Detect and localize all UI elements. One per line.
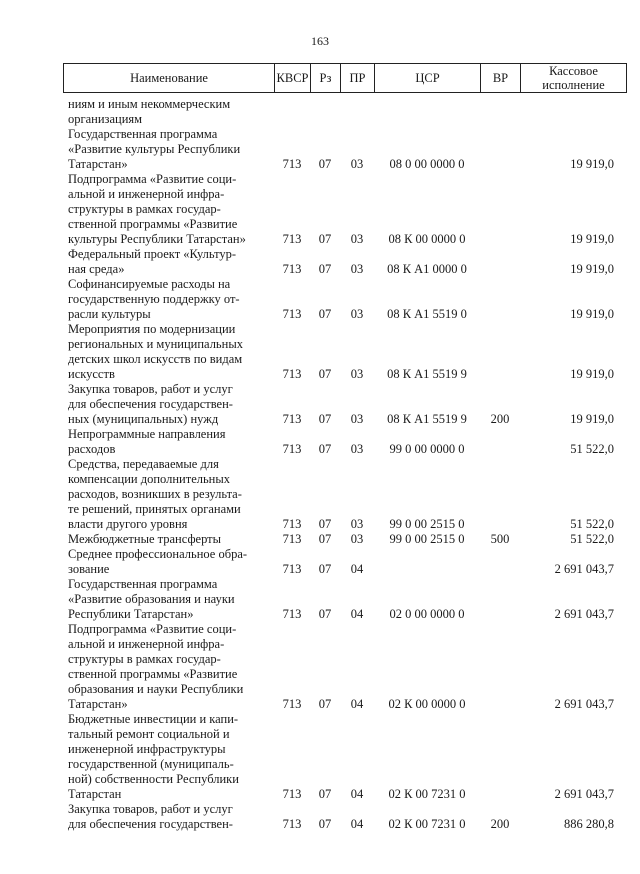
cell-kass: 19 919,0 bbox=[570, 262, 614, 276]
cell-rz: 07 bbox=[318, 517, 332, 531]
row-name bbox=[68, 547, 262, 577]
cell-kass: 19 919,0 bbox=[570, 232, 614, 246]
row-name bbox=[68, 172, 262, 247]
row-name bbox=[68, 802, 262, 832]
page-number: 163 bbox=[311, 34, 329, 48]
cell-kass: 19 919,0 bbox=[570, 412, 614, 426]
cell-pr: 04 bbox=[350, 607, 364, 621]
row-name-line: ственной программы «Развитие bbox=[68, 217, 238, 231]
row-name-line: ной) собственности Республики bbox=[68, 772, 239, 786]
cell-pr: 03 bbox=[350, 157, 364, 171]
row-name-line: структуры в рамках государ- bbox=[68, 652, 221, 666]
row-name-line: те решений, принятых органами bbox=[68, 502, 241, 516]
row-name bbox=[68, 277, 262, 322]
row-name-line: Закупка товаров, работ и услуг bbox=[68, 382, 233, 396]
cell-vr: 200 bbox=[490, 412, 510, 426]
cell-kvsr: 713 bbox=[282, 262, 302, 276]
cell-csr: 02 0 00 0000 0 bbox=[389, 607, 465, 621]
cell-kvsr: 713 bbox=[282, 787, 302, 801]
cell-kvsr: 713 bbox=[282, 412, 302, 426]
cell-pr: 04 bbox=[350, 787, 364, 801]
row-name bbox=[68, 427, 262, 457]
header-name: Наименование bbox=[130, 71, 208, 85]
row-name-line: расходов bbox=[68, 442, 116, 456]
cell-pr: 03 bbox=[350, 367, 364, 381]
row-name bbox=[68, 97, 262, 127]
cell-vr: 500 bbox=[490, 532, 510, 546]
row-name bbox=[68, 322, 262, 382]
cell-csr: 08 К А1 5519 9 bbox=[387, 367, 467, 381]
cell-pr: 03 bbox=[350, 412, 364, 426]
cell-kass: 886 280,8 bbox=[564, 817, 614, 831]
cell-pr: 03 bbox=[350, 232, 364, 246]
row-name-line: компенсации дополнительных bbox=[68, 472, 231, 486]
row-name-line: государственной (муниципаль- bbox=[68, 757, 234, 771]
cell-kvsr: 713 bbox=[282, 367, 302, 381]
header-kass: Кассовое исполнение bbox=[520, 64, 626, 92]
cell-rz: 07 bbox=[318, 697, 332, 711]
cell-csr: 08 К А1 0000 0 bbox=[387, 262, 467, 276]
row-name bbox=[68, 382, 262, 427]
row-name-line: власти другого уровня bbox=[68, 517, 188, 531]
row-name-line: для обеспечения государствен- bbox=[68, 817, 233, 831]
cell-pr: 03 bbox=[350, 532, 364, 546]
cell-kvsr: 713 bbox=[282, 697, 302, 711]
row-name-line: тальный ремонт социальной и bbox=[68, 727, 230, 741]
cell-kass: 19 919,0 bbox=[570, 367, 614, 381]
row-name bbox=[68, 127, 262, 172]
cell-pr: 03 bbox=[350, 517, 364, 531]
cell-pr: 04 bbox=[350, 562, 364, 576]
row-name bbox=[68, 247, 262, 277]
row-name-line: государственную поддержку от- bbox=[68, 292, 240, 306]
cell-csr: 08 К А1 5519 9 bbox=[387, 412, 467, 426]
row-name-line: ная среда» bbox=[68, 262, 125, 276]
row-name-line: расли культуры bbox=[68, 307, 151, 321]
header-kvsr: КВСР bbox=[274, 64, 310, 92]
cell-rz: 07 bbox=[318, 307, 332, 321]
cell-kvsr: 713 bbox=[282, 442, 302, 456]
cell-rz: 07 bbox=[318, 157, 332, 171]
row-name-line: Татарстан» bbox=[68, 697, 128, 711]
row-name-line: организациям bbox=[68, 112, 143, 126]
cell-csr: 02 К 00 7231 0 bbox=[388, 787, 466, 801]
header-csr: ЦСР bbox=[374, 64, 480, 92]
cell-csr: 99 0 00 2515 0 bbox=[389, 517, 465, 531]
cell-kvsr: 713 bbox=[282, 232, 302, 246]
cell-kvsr: 713 bbox=[282, 307, 302, 321]
row-name-line: Бюджетные инвестиции и капи- bbox=[68, 712, 239, 726]
cell-kvsr: 713 bbox=[282, 532, 302, 546]
cell-csr: 02 К 00 0000 0 bbox=[388, 697, 466, 711]
cell-pr: 04 bbox=[350, 817, 364, 831]
row-name-line: Федеральный проект «Культур- bbox=[68, 247, 237, 261]
row-name-line: расходов, возникших в результа- bbox=[68, 487, 242, 501]
row-name-line: «Развитие культуры Республики bbox=[68, 142, 241, 156]
row-name-line: искусств bbox=[68, 367, 115, 381]
cell-kass: 51 522,0 bbox=[570, 517, 614, 531]
row-name bbox=[68, 457, 262, 532]
row-name-line: Мероприятия по модернизации bbox=[68, 322, 236, 336]
cell-csr: 02 К 00 7231 0 bbox=[388, 817, 466, 831]
header-rz: Рз bbox=[310, 64, 340, 92]
row-name-line: «Развитие образования и науки bbox=[68, 592, 235, 606]
row-name-line: ственной программы «Развитие bbox=[68, 667, 238, 681]
cell-csr: 99 0 00 0000 0 bbox=[389, 442, 465, 456]
cell-rz: 07 bbox=[318, 532, 332, 546]
row-name bbox=[68, 622, 262, 712]
cell-kass: 2 691 043,7 bbox=[554, 607, 614, 621]
cell-kvsr: 713 bbox=[282, 517, 302, 531]
cell-rz: 07 bbox=[318, 817, 332, 831]
row-name-line: Республики Татарстан» bbox=[68, 607, 194, 621]
cell-rz: 07 bbox=[318, 262, 332, 276]
row-name-line: Средства, передаваемые для bbox=[68, 457, 219, 471]
table-header bbox=[63, 63, 627, 93]
cell-rz: 07 bbox=[318, 607, 332, 621]
row-name-line: ных (муниципальных) нужд bbox=[68, 412, 219, 426]
row-name-line: Государственная программа bbox=[68, 127, 218, 141]
row-name-line: Подпрограмма «Развитие соци- bbox=[68, 172, 237, 186]
row-name-line: Непрограммные направления bbox=[68, 427, 226, 441]
cell-rz: 07 bbox=[318, 562, 332, 576]
row-name-line: для обеспечения государствен- bbox=[68, 397, 233, 411]
cell-pr: 03 bbox=[350, 307, 364, 321]
row-name-line: альной и инженерной инфра- bbox=[68, 637, 225, 651]
row-name-line: региональных и муниципальных bbox=[68, 337, 243, 351]
row-name-line: культуры Республики Татарстан» bbox=[68, 232, 246, 246]
cell-kass: 51 522,0 bbox=[570, 532, 614, 546]
cell-rz: 07 bbox=[318, 367, 332, 381]
cell-pr: 04 bbox=[350, 697, 364, 711]
cell-kass: 19 919,0 bbox=[570, 307, 614, 321]
cell-kass: 2 691 043,7 bbox=[554, 697, 614, 711]
row-name-line: структуры в рамках государ- bbox=[68, 202, 221, 216]
cell-rz: 07 bbox=[318, 442, 332, 456]
cell-pr: 03 bbox=[350, 262, 364, 276]
row-name-line: Подпрограмма «Развитие соци- bbox=[68, 622, 237, 636]
cell-csr: 08 К А1 5519 0 bbox=[387, 307, 467, 321]
cell-csr: 08 0 00 0000 0 bbox=[389, 157, 465, 171]
row-name-line: Среднее профессиональное обра- bbox=[68, 547, 248, 561]
row-name bbox=[68, 532, 262, 547]
row-name-line: альной и инженерной инфра- bbox=[68, 187, 225, 201]
cell-vr: 200 bbox=[490, 817, 510, 831]
cell-kass: 51 522,0 bbox=[570, 442, 614, 456]
row-name bbox=[68, 712, 262, 802]
cell-pr: 03 bbox=[350, 442, 364, 456]
cell-rz: 07 bbox=[318, 412, 332, 426]
row-name-line: Закупка товаров, работ и услуг bbox=[68, 802, 233, 816]
cell-kass: 2 691 043,7 bbox=[554, 787, 614, 801]
row-name-line: инженерной инфраструктуры bbox=[68, 742, 226, 756]
row-name-line: Татарстан» bbox=[68, 157, 128, 171]
cell-rz: 07 bbox=[318, 232, 332, 246]
row-name-line: Государственная программа bbox=[68, 577, 218, 591]
row-name-line: зование bbox=[68, 562, 110, 576]
cell-kvsr: 713 bbox=[282, 562, 302, 576]
cell-kvsr: 713 bbox=[282, 607, 302, 621]
cell-csr: 08 К 00 0000 0 bbox=[388, 232, 466, 246]
row-name bbox=[68, 577, 262, 622]
row-name-line: Софинансируемые расходы на bbox=[68, 277, 231, 291]
row-name-line: ниям и иным некоммерческим bbox=[68, 97, 231, 111]
cell-kass: 19 919,0 bbox=[570, 157, 614, 171]
row-name-line: детских школ искусств по видам bbox=[68, 352, 243, 366]
cell-rz: 07 bbox=[318, 787, 332, 801]
header-vr: ВР bbox=[480, 64, 520, 92]
cell-kvsr: 713 bbox=[282, 157, 302, 171]
row-name-line: Межбюджетные трансферты bbox=[68, 532, 222, 546]
cell-kass: 2 691 043,7 bbox=[554, 562, 614, 576]
row-name-line: Татарстан bbox=[68, 787, 122, 801]
row-name-line: образования и науки Республики bbox=[68, 682, 244, 696]
header-pr: ПР bbox=[340, 64, 374, 92]
cell-kvsr: 713 bbox=[282, 817, 302, 831]
cell-csr: 99 0 00 2515 0 bbox=[389, 532, 465, 546]
